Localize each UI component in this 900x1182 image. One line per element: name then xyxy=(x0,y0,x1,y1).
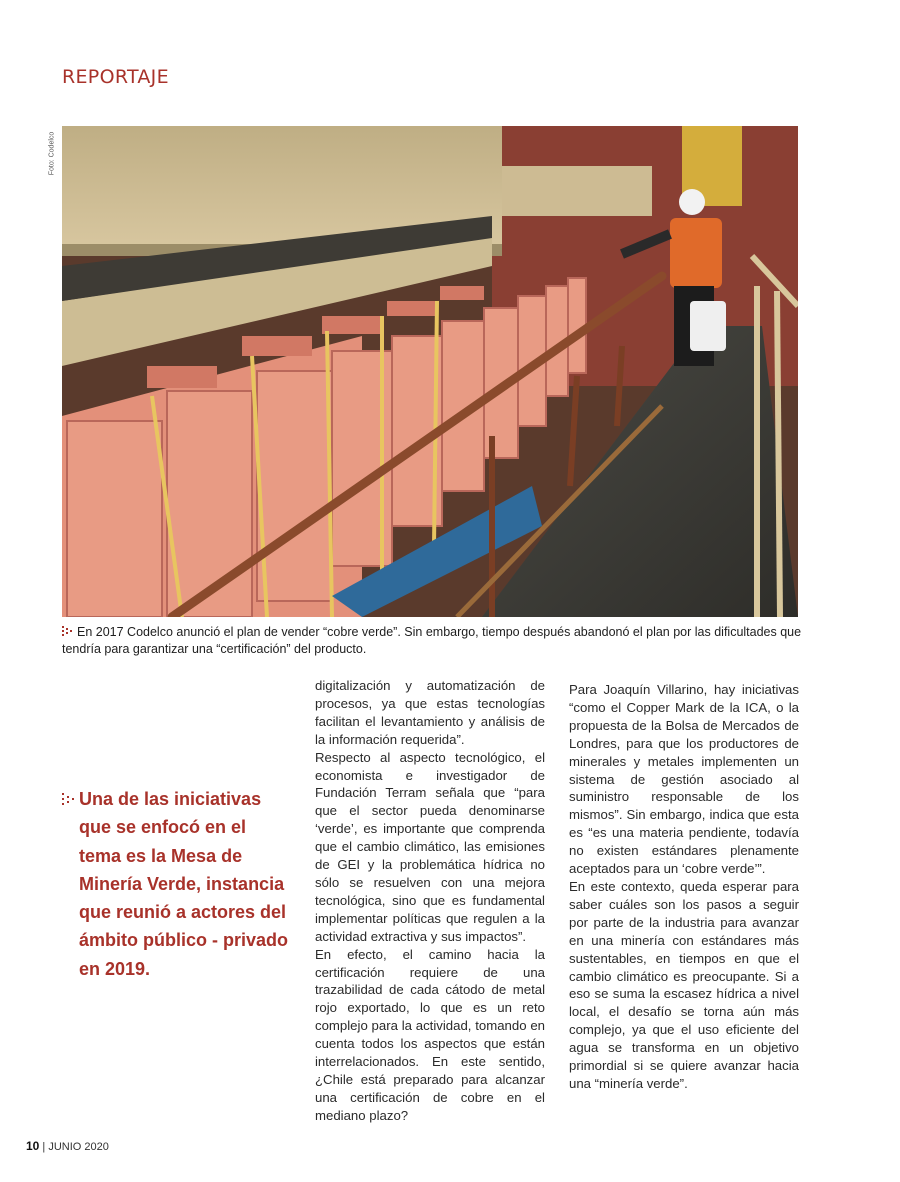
pull-quote xyxy=(62,785,292,983)
page-footer xyxy=(26,1139,109,1153)
paragraph: Respecto al aspecto tecnológico, el economista e investigador de Fundación Terram señala que “para que el sector pueda denominarse ‘verde’, es importante que comprenda que el cambio climático, las emisiones de GEI y la problemática hídrica no sólo se resuelven con una mejora tecnológica, sino que es fundamental implementar políticas que regulen a la actividad extractiva y sus impactos”. xyxy=(315,749,545,944)
paragraph: En efecto, el camino hacia la certificación requiere de una trazabilidad de cada cátodo de metal rojo exportado, lo que es un reto complejo para la actividad, tomando en cuenta todos los aspectos que están interrelacionados. En este sentido, ¿Chile está preparado para alcanzar una certificación de cobre en el mediano plazo? xyxy=(315,946,545,1123)
main-photo xyxy=(62,126,798,617)
paragraph: digitalización y automatización de procesos, ya que estas tecnologías facilitan el levantamiento y análisis de la información requerida”. xyxy=(315,678,545,747)
page-number: 10 xyxy=(26,1139,40,1153)
article-column-3 xyxy=(569,681,799,1093)
article-column-2 xyxy=(315,677,545,1125)
photo-caption xyxy=(62,624,808,658)
section-label: REPORTAJE xyxy=(62,66,169,88)
quote-bullet-icon xyxy=(62,793,76,807)
paragraph: Para Joaquín Villarino, hay iniciativas “como el Copper Mark de la ICA, o la propuesta de la Bolsa de Mercados de Londres, para que los productores de minerales y metales implementen un sistema de gestión asociado al suministro responsable de los mismos”. Sin embargo, indica que esta es “es una materia pendiente, todavía no existen estándares plenamente aceptados para un ‘cobre verde’”. xyxy=(569,682,799,877)
photo-credit-text: Foto: Codelco xyxy=(48,131,56,176)
paragraph: En este contexto, queda esperar para saber cuáles son los pasos a seguir por parte de la industria para avanzar en una minería con estándares más sustentables, en tiempos en que el cambio climático es preocupante. Si a eso se suma la escasez hídrica a nivel local, el desafío se torna aún más complejo, ya que el uso eficiente del agua se transforma en un objetivo primordial si se quiere avanzar hacia una “minería verde”. xyxy=(569,878,799,1091)
caption-text: En 2017 Codelco anunció el plan de vender “cobre verde”. Sin embargo, tiempo después abandonó el plan por las dificultades que tendría para garantizar una “certificación” del producto. xyxy=(62,625,802,656)
pull-quote-text: Una de las iniciativas que se enfocó en el tema es la Mesa de Minería Verde, instancia que reunió a actores del ámbito público - privado en 2019. xyxy=(79,789,289,979)
photo-credit xyxy=(44,128,58,188)
caption-bullet-icon xyxy=(62,626,73,637)
issue-date: JUNIO 2020 xyxy=(48,1141,109,1153)
footer-separator: | xyxy=(42,1141,46,1153)
